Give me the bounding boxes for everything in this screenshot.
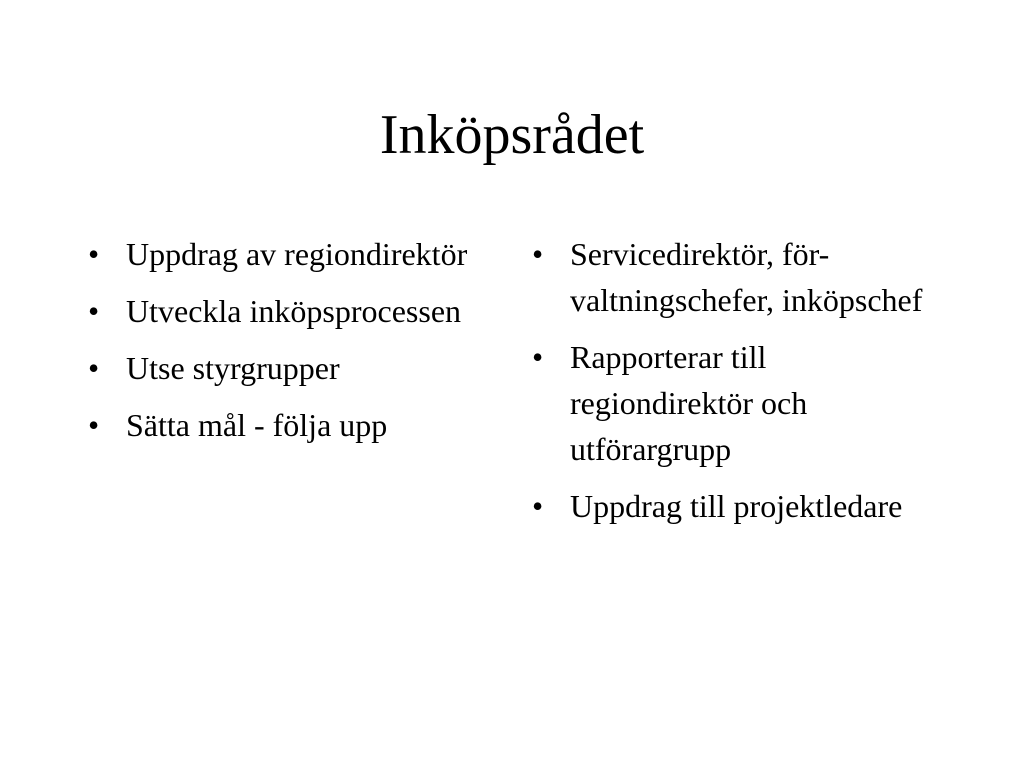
list-item (88, 231, 488, 277)
list-item (532, 231, 932, 323)
list-item (88, 402, 488, 448)
list-item-text: Rapporterar till regiondirektör och utförargrupp (570, 339, 808, 467)
list-item (532, 483, 932, 529)
list-item-text: Utse styrgrupper (126, 350, 340, 386)
list-item-text: Uppdrag till projektledare (570, 488, 903, 524)
bullet-icon: • (532, 339, 544, 375)
list-item-text: Servicedirektör, för-valtningschefer, inköpschef (570, 236, 923, 318)
list-item (532, 334, 932, 472)
bullet-icon: • (88, 407, 100, 443)
bullet-icon: • (88, 350, 100, 386)
left-bullet-list (88, 231, 488, 459)
list-item-text: Sätta mål - följa upp (126, 407, 388, 443)
bullet-icon: • (532, 236, 544, 272)
list-item-text: Utveckla inköpsprocessen (126, 293, 462, 329)
bullet-icon: • (88, 236, 100, 272)
bullet-icon: • (532, 488, 544, 524)
list-item (88, 288, 488, 334)
slide-title: Inköpsrådet (379, 104, 645, 166)
right-bullet-list (532, 231, 932, 540)
list-item-text: Uppdrag av regiondirektör (126, 236, 468, 272)
bullet-icon: • (88, 293, 100, 329)
list-item (88, 345, 488, 391)
